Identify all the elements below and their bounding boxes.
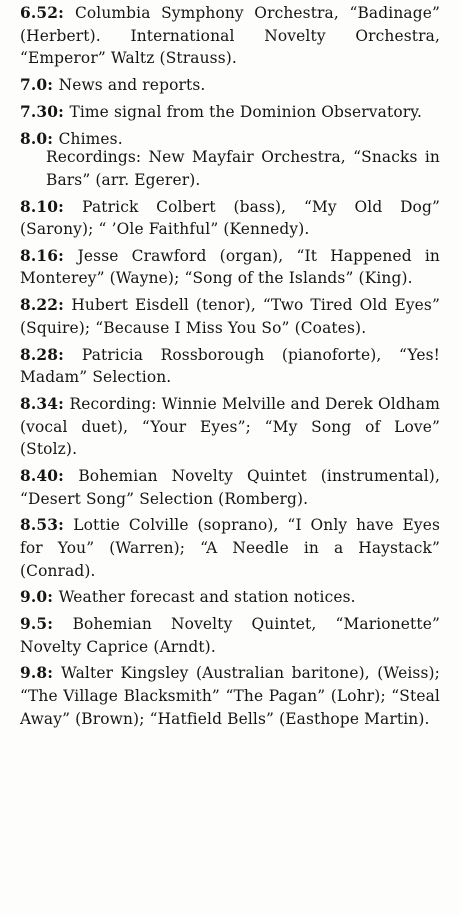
entry-time: 8.40 <box>20 466 59 485</box>
entry-time: 8.16 <box>20 246 59 265</box>
entry-text: Hubert Eisdell (tenor), “Two Tired Old Eyes” (Squire); “Because I Miss You So” (Coates). <box>20 296 440 337</box>
entry-time: 8.34 <box>20 395 59 413</box>
entry-time: 9.5 <box>20 615 48 634</box>
program-entry: 9.0: Weather forecast and station notices. <box>20 588 356 607</box>
entry-text: Lottie Colville (soprano), “I Only have Eyes for You” (Warren); “A Needle in a Haystack” (Conrad). <box>20 516 440 580</box>
entry-time: 6.52 <box>20 4 59 22</box>
entry-time: 8.53 <box>20 516 59 535</box>
program-entry: 8.40: Bohemian Novelty Quintet (instrumental), “Desert Song” Selection (Romberg). <box>20 466 440 508</box>
radio-program-listing <box>20 2 440 734</box>
program-entry: 8.16: Jesse Crawford (organ), “It Happened in Monterey” (Wayne); “Song of the Islands” (King). <box>20 246 440 288</box>
entry-subtext: Recordings: New Mayfair Orchestra, “Snacks in Bars” (arr. Egerer). <box>46 148 440 189</box>
entry-text: Recording: Winnie Melville and Derek Oldham (vocal duet), “Your Eyes”; “My Song of Love” (Stolz). <box>20 395 441 459</box>
program-entry: 8.0: Chimes. Recordings: New Mayfair Orchestra, “Snacks in Bars” (arr. Egerer). <box>20 128 440 192</box>
entry-time: 8.10 <box>20 197 59 216</box>
program-entry: 8.10: Patrick Colbert (bass), “My Old Dog” (Sarony); “ ’Ole Faithful” (Kennedy). <box>20 197 440 239</box>
program-entry: 7.0: News and reports. <box>20 75 206 94</box>
program-entry: 9.5: Bohemian Novelty Quintet, “Marionette” Novelty Caprice (Arndt). <box>20 615 440 656</box>
entry-text: Jesse Crawford (organ), “It Happened in Monterey” (Wayne); “Song of the Islands” (King). <box>20 246 440 288</box>
entry-text: Bohemian Novelty Quintet (instrumental), “Desert Song” Selection (Romberg). <box>20 466 440 508</box>
entry-time: 9.0 <box>20 588 48 607</box>
entry-text: News and reports. <box>58 75 206 94</box>
program-entry: 8.28: Patricia Rossborough (pianoforte), “Yes! Madam” Selection. <box>20 345 441 387</box>
program-entry: 9.8: Walter Kingsley (Australian baritone), (Weiss); “The Village Blacksmith” “The Pagan” (Lohr); “Steal Away” (Brown); “Hatfield Bells” (Easthope Martin). <box>20 664 441 728</box>
entry-text: Patrick Colbert (bass), “My Old Dog” (Sarony); “ ’Ole Faithful” (Kennedy). <box>20 197 440 239</box>
program-entry: 8.53: Lottie Colville (soprano), “I Only have Eyes for You” (Warren); “A Needle in a Haystack” (Conrad). <box>20 516 440 580</box>
entry-text: Bohemian Novelty Quintet, “Marionette” Novelty Caprice (Arndt). <box>20 615 440 656</box>
entry-text: Time signal from the Dominion Observatory. <box>69 102 423 121</box>
entry-time: 8.22 <box>20 296 59 315</box>
entry-time: 7.30 <box>20 102 59 121</box>
program-entry: 8.22: Hubert Eisdell (tenor), “Two Tired Old Eyes” (Squire); “Because I Miss You So” (Coates). <box>20 296 440 337</box>
entry-text: Weather forecast and station notices. <box>58 588 356 607</box>
entry-text: Chimes. <box>58 129 123 148</box>
entry-time: 9.8 <box>20 664 48 683</box>
entry-time: 8.28 <box>20 345 59 364</box>
program-entry: 6.52: Columbia Symphony Orchestra, “Badinage” (Herbert). International Novelty Orchestra, “Emperor” Waltz (Strauss). <box>20 4 440 68</box>
entry-text: Walter Kingsley (Australian baritone), (Weiss); “The Village Blacksmith” “The Pagan” (Lohr); “Steal Away” (Brown); “Hatfield Bells” (Easthope Martin). <box>20 664 441 728</box>
program-entry: 8.34: Recording: Winnie Melville and Derek Oldham (vocal duet), “Your Eyes”; “My Song of Love” (Stolz). <box>20 395 441 459</box>
entry-text: Columbia Symphony Orchestra, “Badinage” (Herbert). International Novelty Orchestra, “Emperor” Waltz (Strauss). <box>20 4 440 68</box>
entry-text: Patricia Rossborough (pianoforte), “Yes! Madam” Selection. <box>20 345 441 387</box>
entry-time: 7.0 <box>20 75 48 94</box>
entry-time: 8.0 <box>20 129 48 148</box>
program-entry: 7.30: Time signal from the Dominion Observatory. <box>20 102 423 121</box>
